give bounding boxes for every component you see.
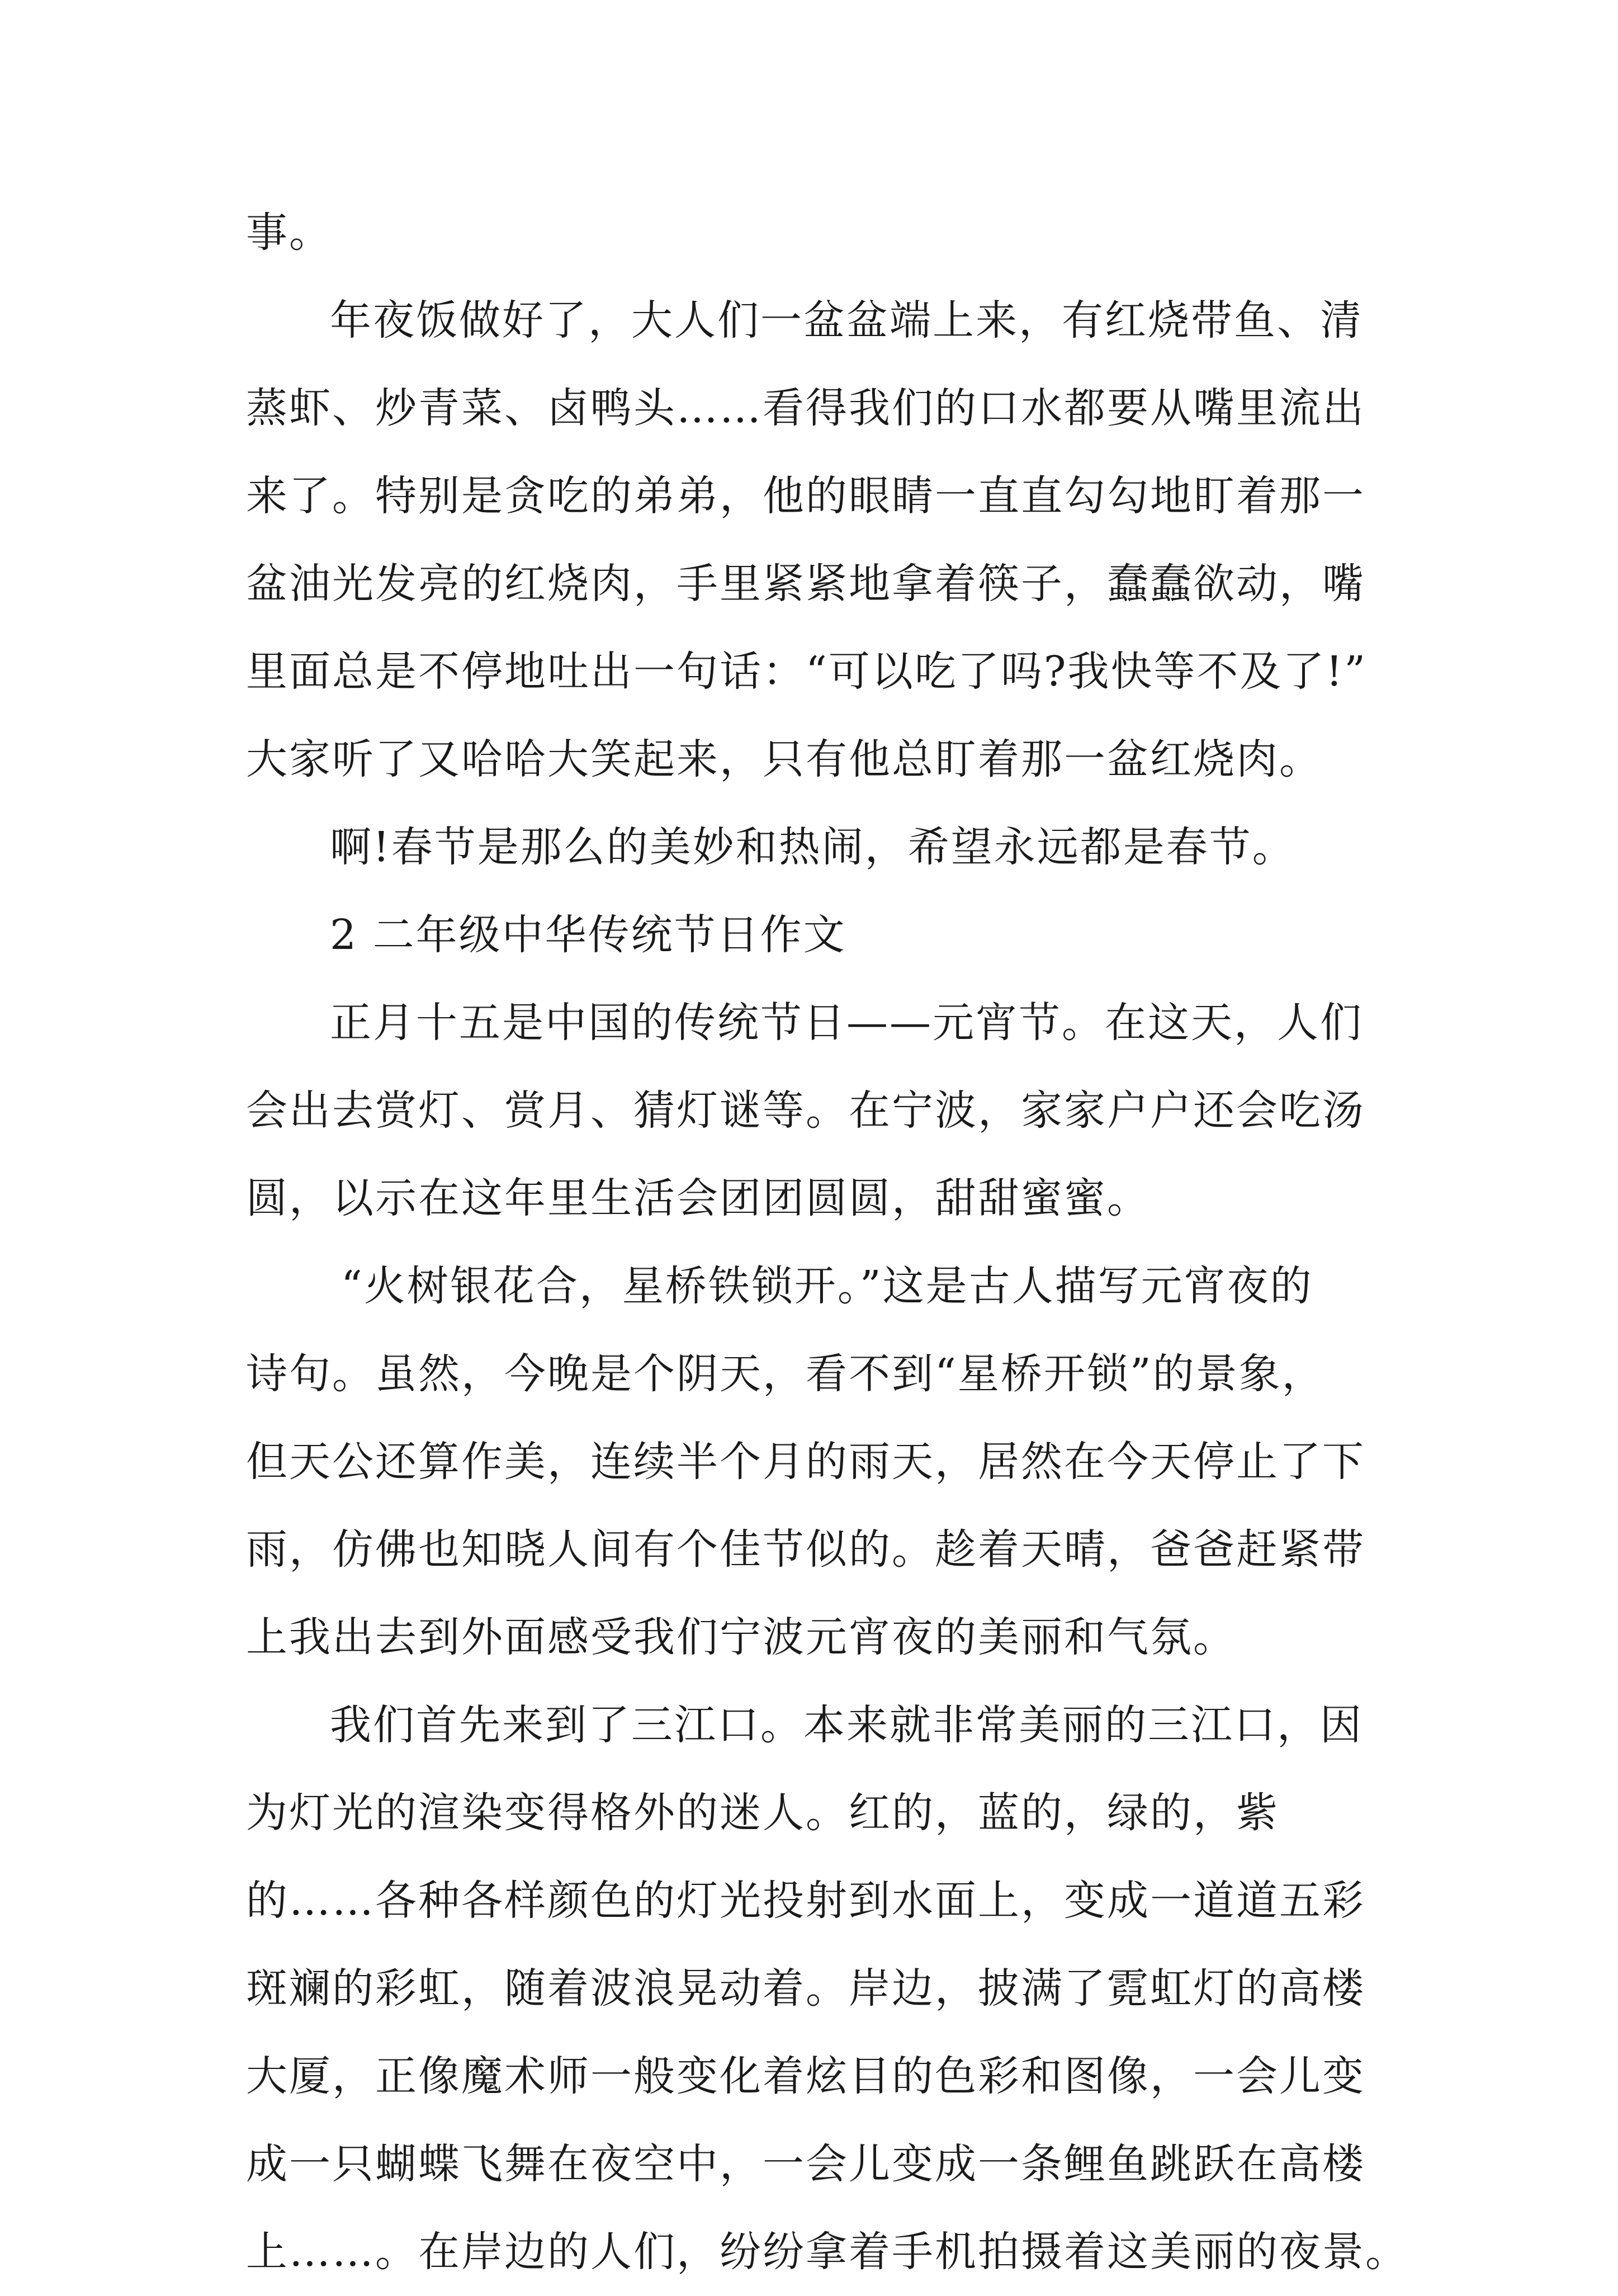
text-line: 成一只蝴蝶飞舞在夜空中，一会儿变成一条鲤鱼跳跃在高楼 (246, 2140, 1365, 2188)
essay-body (246, 189, 1408, 2296)
paragraph-first-line: 我们首先来到了三江口。本来就非常美丽的三江口，因 (330, 1701, 1363, 1749)
paragraph-first-line: 正月十五是中国的传统节日——元宵节。在这天，人们 (330, 999, 1363, 1047)
paragraph-first-line: 啊!春节是那么的美妙和热闹，希望永远都是春节。 (330, 823, 1295, 871)
paragraph-first-line: 年夜饭做好了，大人们一盆盆端上来，有红烧带鱼、清 (330, 296, 1363, 344)
text-line: 但天公还算作美，连续半个月的雨天，居然在今天停止了下 (246, 1438, 1365, 1486)
text-line: 雨，仿佛也知晓人间有个佳节似的。趁着天晴，爸爸赶紧带 (246, 1525, 1365, 1574)
text-line: 大家听了又哈哈大笑起来，只有他总盯着那一盆红烧肉。 (246, 735, 1322, 783)
text-line: 来了。特别是贪吃的弟弟，他的眼睛一直直勾勾地盯着那一 (246, 472, 1365, 520)
text-line: 诗句。虽然，今晚是个阴天，看不到“星桥开锁”的景象， (246, 1350, 1325, 1398)
text-line: 事。 (246, 209, 332, 257)
text-line: 斑斓的彩虹，随着波浪晃动着。岸边，披满了霓虹灯的高楼 (246, 1964, 1365, 2012)
text-line: 盆油光发亮的红烧肉，手里紧紧地拿着筷子，蠢蠢欲动，嘴 (246, 560, 1365, 608)
text-line: 的……各种各样颜色的灯光投射到水面上，变成一道道五彩 (246, 1877, 1365, 1925)
text-line: 会出去赏灯、赏月、猜灯谜等。在宁波，家家户户还会吃汤 (246, 1086, 1365, 1135)
paragraph-first-line: “火树银花合，星桥铁锁开。”这是古人描写元宵夜的 (341, 1262, 1313, 1310)
text-line: 上我出去到外面感受我们宁波元宵夜的美丽和气氛。 (246, 1613, 1236, 1661)
text-line: 圆，以示在这年里生活会团团圆圆，甜甜蜜蜜。 (246, 1174, 1150, 1222)
section-heading: 2 二年级中华传统节日作文 (330, 911, 846, 959)
text-line: 上……。在岸边的人们，纷纷拿着手机拍摄着这美丽的夜景。 (246, 2228, 1408, 2276)
text-line: 为灯光的渲染变得格外的迷人。红的，蓝的，绿的，紫 (246, 1789, 1279, 1837)
text-line: 蒸虾、炒青菜、卤鸭头……看得我们的口水都要从嘴里流出 (246, 384, 1365, 432)
text-line: 大厦，正像魔术师一般变化着炫目的色彩和图像，一会儿变 (246, 2052, 1365, 2100)
text-line: 里面总是不停地吐出一句话：“可以吃了吗?我快等不及了!” (246, 648, 1368, 696)
